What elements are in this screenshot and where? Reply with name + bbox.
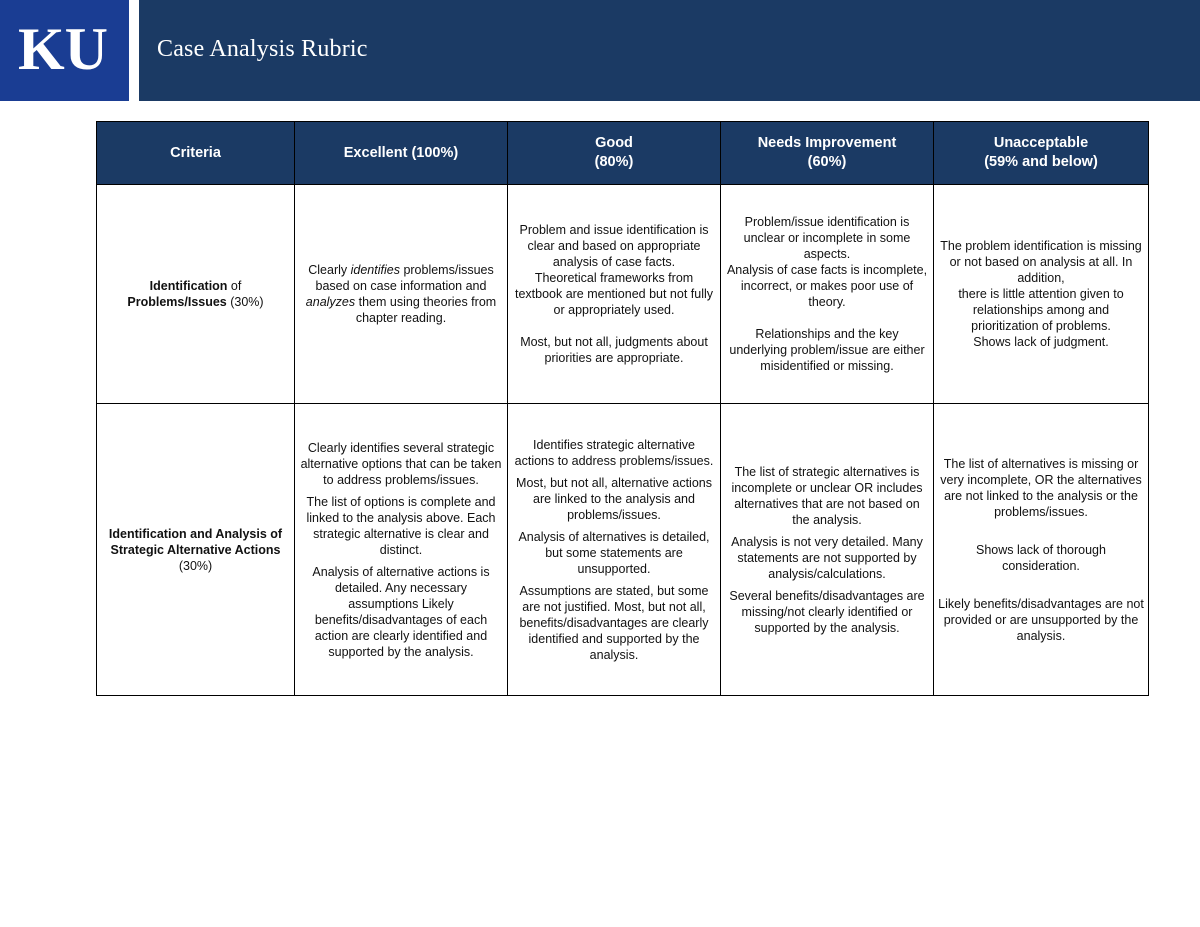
excellent-cell: Clearly identifies several strategic alternative options that can be taken to address problems/issues. The list of options is complete and linked to the analysis above. Each strategic alternative is clear and distinct. Analysis of alternative actions is detailed. Any necessary assumptions Likely benefits/disadvantages of each action are clearly identified and supported by the analysis. — [295, 404, 508, 696]
page-title: Case Analysis Rubric — [157, 36, 368, 62]
col-header-excellent: Excellent (100%) — [295, 122, 508, 185]
needs-improvement-cell: Problem/issue identification is unclear or incomplete in some aspects. Analysis of case facts is incomplete, incorrect, or makes poor use of theory. Relationships and the key underlying problem/issue are either misidentified or missing. — [721, 185, 934, 404]
col-header-needs-improvement: Needs Improvement (60%) — [721, 122, 934, 185]
ku-logo — [0, 0, 139, 101]
ku-logo-mark — [18, 17, 110, 83]
criteria-cell: Identification and Analysis of Strategic Alternative Actions (30%) — [97, 404, 295, 696]
excellent-cell: Clearly identifies problems/issues based on case information and analyzes them using theories from chapter reading. — [295, 185, 508, 404]
col-header-good: Good (80%) — [508, 122, 721, 185]
svg-text:KU: KU — [18, 17, 108, 82]
unacceptable-cell: The problem identification is missing or not based on analysis at all. In addition, there is little attention given to relationships among and prioritization of problems. Shows lack of judgment. — [934, 185, 1149, 404]
rubric-table — [96, 121, 1149, 696]
table-row — [97, 404, 1149, 696]
col-header-unacceptable: Unacceptable (59% and below) — [934, 122, 1149, 185]
page-header — [0, 0, 1200, 101]
col-header-criteria: Criteria — [97, 122, 295, 185]
needs-improvement-cell: The list of strategic alternatives is incomplete or unclear OR includes alternatives that are not based on the analysis. Analysis is not very detailed. Many statements are not supported by analysis/calculations. Several benefits/disadvantages are missing/not clearly identified or supported by the analysis. — [721, 404, 934, 696]
unacceptable-cell: The list of alternatives is missing or very incomplete, OR the alternatives are not linked to the analysis or the problems/issues. Shows lack of thorough consideration. Likely benefits/disadvantages are not provided or are unsupported by the analysis. — [934, 404, 1149, 696]
header-row — [97, 122, 1149, 185]
good-cell: Identifies strategic alternative actions to address problems/issues. Most, but not all, alternative actions are linked to the analysis and problems/issues. Analysis of alternatives is detailed, but some statements are unsupported. Assumptions are stated, but some are not justified. Most, but not all, benefits/disadvantages are clearly identified and supported by the analysis. — [508, 404, 721, 696]
table-row — [97, 185, 1149, 404]
good-cell: Problem and issue identification is clear and based on appropriate analysis of case facts. Theoretical frameworks from textbook are mentioned but not fully or appropriately used. Most, but not all, judgments about priorities are appropriate. — [508, 185, 721, 404]
criteria-cell: Identification of Problems/Issues (30%) — [97, 185, 295, 404]
